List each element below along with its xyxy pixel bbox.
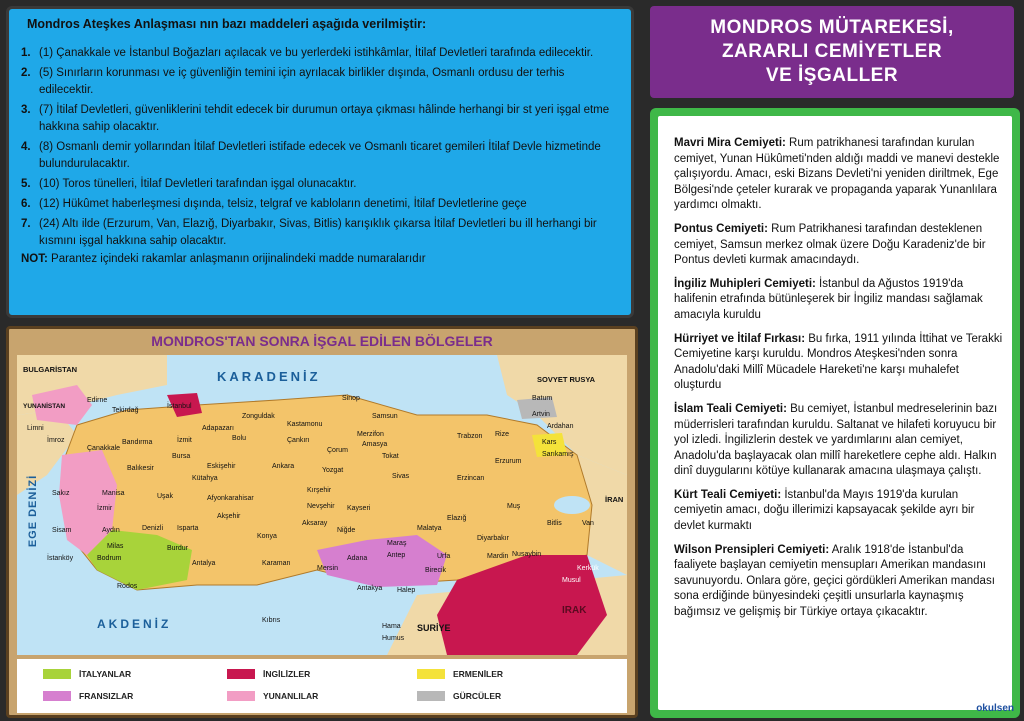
city-label: Kastamonu: [287, 421, 323, 428]
city-label: Isparta: [177, 525, 199, 532]
city-label: Elazığ: [447, 515, 467, 522]
city-label: Birecik: [425, 567, 447, 574]
legend-item: ERMENİLER: [417, 669, 503, 679]
country-label: SOVYET RUSYA: [537, 375, 596, 384]
city-label: Kayseri: [347, 505, 371, 512]
society-item: Wilson Prensipleri Cemiyeti: Aralık 1918'de İstanbul'da faaliyete başlayan cemiyetin mensupları Amerikan mandasını savunuyordu. Onlara göre, geçici gördükleri Amerikan mandası sona erdiğinde bünyesindeki çeşitli unsurlarla kaynaşmış bağımsız ve gelişmiş bir Türkiye ortaya çıkacaktır.: [674, 543, 995, 619]
list-item: 6. (12) Hükûmet haberleşmesi dışında, telsiz, telgraf ve kabloların denetimi, İtilaf Devletlerine geçe: [21, 198, 527, 210]
society-item: Mavri Mira Cemiyeti: Rum patrikhanesi tarafından kurulan cemiyet, Yunan Hükûmeti'nden aldığı maddi ve manevi destekle çalışıyordu. Amacı, eski Bizans Devleti'ni yeniden diriltmek, Ege Bölgesi'nde çeteler kurarak ve propaganda yaparak Yunanlılara yardımcı olmaktı.: [674, 137, 1000, 212]
city-label: Çankırı: [287, 437, 310, 444]
city-label: Uşak: [157, 493, 173, 500]
city-label: Merzifon: [357, 431, 384, 438]
agreement-list: [21, 45, 619, 250]
page-title-panel: [650, 6, 1014, 98]
city-label: Tekirdağ: [112, 407, 139, 414]
occupation-map: [17, 355, 627, 655]
city-label: İzmir: [97, 505, 113, 512]
legend-item: GÜRCÜLER: [417, 691, 501, 701]
agreement-heading: Mondros Ateşkes Anlaşması nın bazı maddeleri aşağıda verilmiştir:: [27, 17, 427, 31]
city-label: Ardahan: [547, 423, 574, 430]
city-label: Adapazarı: [202, 425, 234, 432]
city-label: Mersin: [317, 565, 339, 572]
lake-van: [554, 496, 590, 514]
city-label: İmroz: [47, 437, 65, 444]
city-label: Edirne: [87, 397, 108, 404]
city-label: İzmit: [177, 437, 192, 444]
legend-swatch: [417, 691, 445, 701]
city-label: Sinop: [342, 395, 360, 402]
city-label: Trabzon: [457, 433, 483, 440]
societies-panel: [650, 108, 1020, 718]
country-label: SURİYE: [417, 623, 451, 633]
legend-item: FRANSIZLAR: [43, 691, 133, 701]
city-label: Kerkük: [577, 565, 599, 572]
country-label: IRAK: [562, 605, 587, 616]
city-label: Nusaybin: [512, 551, 542, 558]
city-label: Sisam: [52, 527, 72, 534]
city-label: Adana: [347, 555, 368, 562]
city-label: İstanköy: [47, 555, 74, 562]
city-label: Limni: [27, 425, 44, 432]
legend-swatch: [43, 691, 71, 701]
city-label: Amasya: [362, 441, 388, 448]
society-item: İslam Teali Cemiyeti: Bu cemiyet, İstanbul medreselerinin bazı müderrisleri tarafından kuruldu. Saltanat ve hilafeti koruyucu bir yol izledi. İngilizlerin destek ve yardımlarını alan cemiyet, Anadolu'da başlayacak olan millî hareketlere cephe aldı. Halkın dinî duygularını kötüye kullanarak amacına ulaşmaya çalıştı.: [674, 402, 998, 478]
city-label: Malatya: [417, 525, 442, 532]
city-label: Antalya: [192, 560, 216, 567]
legend-item: YUNANLILAR: [227, 691, 318, 701]
city-label: Kütahya: [192, 475, 218, 482]
city-label: Muş: [507, 503, 521, 510]
legend-swatch: [227, 691, 255, 701]
publisher-logo: okulsen: [976, 703, 1014, 714]
sea-label-karadeniz: KARADENİZ: [217, 369, 321, 384]
city-label: Bandırma: [122, 439, 153, 446]
city-label: Çanakkale: [87, 445, 121, 452]
map-title: MONDROS'TAN SONRA İŞGAL EDİLEN BÖLGELER: [151, 333, 493, 349]
city-label: Antakya: [357, 585, 383, 592]
city-label: Milas: [107, 543, 124, 550]
society-item: İngiliz Muhipleri Cemiyeti: İstanbul da Ağustos 1919'da halifenin etrafında bütünleşerek bir İngiliz mandası sağlamak amacıyla kuruldu: [674, 277, 983, 321]
city-label: Balıkesir: [127, 465, 154, 472]
city-label: Diyarbakır: [477, 535, 509, 542]
city-label: Erzincan: [457, 475, 485, 482]
city-label: Urfa: [437, 553, 451, 560]
city-label: Afyonkarahisar: [207, 495, 254, 502]
city-label: Humus: [382, 635, 405, 642]
societies-list: [658, 116, 1012, 710]
list-item: 7. (24) Altı ilde (Erzurum, Van, Elazığ, Diyarbakır, Sivas, Bitlis) karışıklık çıkarsa İtilaf Devletleri bu ill herhangi bir kısmını işgal hakkına sahip olacaktır.: [21, 218, 597, 247]
city-label: Kırşehir: [307, 487, 332, 494]
list-item: 2. (5) Sınırların korunması ve iç güvenliğin temini için ayrılacak birlikler dışında, Osmanlı ordusu der terhis edilecektir.: [21, 67, 565, 96]
society-item: Pontus Cemiyeti: Rum Patrikhanesi tarafından desteklenen cemiyet, Samsun merkez olmak üzere Doğu Karadeniz'de bir Pontus devleti kurmak amacındaydı.: [674, 222, 986, 267]
city-label: Antep: [387, 552, 406, 559]
city-label: Manisa: [102, 490, 125, 497]
city-label: Yozgat: [322, 467, 344, 474]
city-label: Tokat: [382, 453, 399, 460]
city-label: Akşehir: [217, 513, 241, 520]
city-label: Bitlis: [547, 520, 562, 527]
map-panel: [6, 326, 638, 718]
city-label: Bolu: [232, 435, 247, 442]
sea-label-akdeniz: AKDENİZ: [97, 617, 172, 631]
city-label: Samsun: [372, 413, 398, 420]
city-label: Batum: [532, 395, 553, 402]
sea-label-ege: EGE DENİZİ: [27, 474, 40, 548]
city-label: Rize: [495, 431, 510, 438]
city-label: Sivas: [392, 473, 410, 480]
city-label: Mardin: [487, 553, 509, 560]
city-label: Ankara: [272, 463, 295, 470]
city-label: Burdur: [167, 545, 189, 552]
city-label: Artvin: [532, 411, 550, 418]
country-label: BULGARİSTAN: [23, 365, 78, 374]
country-label: İRAN: [605, 495, 624, 504]
legend-swatch: [417, 669, 445, 679]
page-title: MONDROS MÜTAREKESİ, ZARARLI CEMİYETLER VE İŞGALLER: [710, 17, 954, 86]
city-label: Hama: [382, 623, 401, 630]
city-label: Kıbrıs: [262, 617, 281, 624]
city-label: İstanbul: [167, 403, 192, 410]
city-label: Karaman: [262, 560, 291, 567]
list-item: 5. (10) Toros tünelleri, İtilaf Devletleri tarafından işgal olunacaktır.: [21, 178, 357, 190]
list-item: 1. (1) Çanakkale ve İstanbul Boğazları açılacak ve bu yerlerdeki istihkâmlar, İtilaf Devletleri tarafında edilecektir.: [21, 47, 594, 59]
city-label: Bodrum: [97, 555, 122, 562]
list-item: 4. (8) Osmanlı demir yollarından İtilaf Devletleri istifade edecek ve Osmanlı ticaret gemileri İtilaf Devle hizmetinde bulundurulacaktır.: [21, 141, 601, 170]
city-label: Bursa: [172, 453, 191, 460]
society-item: Hürriyet ve İtilaf Fırkası: Bu fırka, 1911 yılında İttihat ve Terakki Cemiyetine karşı kuruldu. Mondros Ateşkesi'nden sonra Anadolu'daki Millî Mücadele Hareketi'ne karşı muhalefet oluşturdu: [674, 332, 1003, 392]
city-label: Sarıkamış: [542, 451, 574, 458]
city-label: Musul: [562, 577, 581, 584]
legend-swatch: [227, 669, 255, 679]
city-label: Konya: [257, 533, 277, 540]
city-label: Niğde: [337, 527, 356, 534]
city-label: Sakız: [52, 490, 70, 497]
legend-swatch: [43, 669, 71, 679]
society-item: Kürt Teali Cemiyeti: İstanbul'da Mayıs 1919'da kurulan cemiyetin amacı, doğu illerimizi kapsayacak şekilde ayrı bir devlet kurmaktı: [674, 488, 975, 533]
city-label: Nevşehir: [307, 503, 335, 510]
city-label: Çorum: [327, 447, 349, 454]
city-label: Aksaray: [302, 520, 328, 527]
legend-item: İNGİLİZLER: [227, 669, 310, 679]
city-label: Eskişehir: [207, 463, 236, 470]
city-label: Maraş: [387, 540, 407, 547]
city-label: Rodos: [117, 583, 138, 590]
agreement-panel: [6, 6, 634, 318]
city-label: Halep: [397, 587, 416, 594]
city-label: Van: [582, 520, 594, 527]
map-legend: [17, 659, 627, 713]
city-label: Zonguldak: [242, 413, 275, 420]
agreement-note: NOT: Parantez içindeki rakamlar anlaşmanın orijinalindeki madde numaralarıdır: [21, 253, 426, 265]
legend-item: İTALYANLAR: [43, 669, 131, 679]
city-label: Denizli: [142, 525, 164, 532]
city-label: Erzurum: [495, 458, 522, 465]
country-label: YUNANİSTAN: [23, 403, 66, 410]
list-item: 3. (7) İtilaf Devletleri, güvenliklerini tehdit edecek bir durumun ortaya çıkması hâlinde herhangi bir st yeri işgal etme hakkına sahip olacaktır.: [21, 104, 610, 133]
city-label: Kars: [542, 439, 557, 446]
city-label: Aydın: [102, 527, 120, 534]
